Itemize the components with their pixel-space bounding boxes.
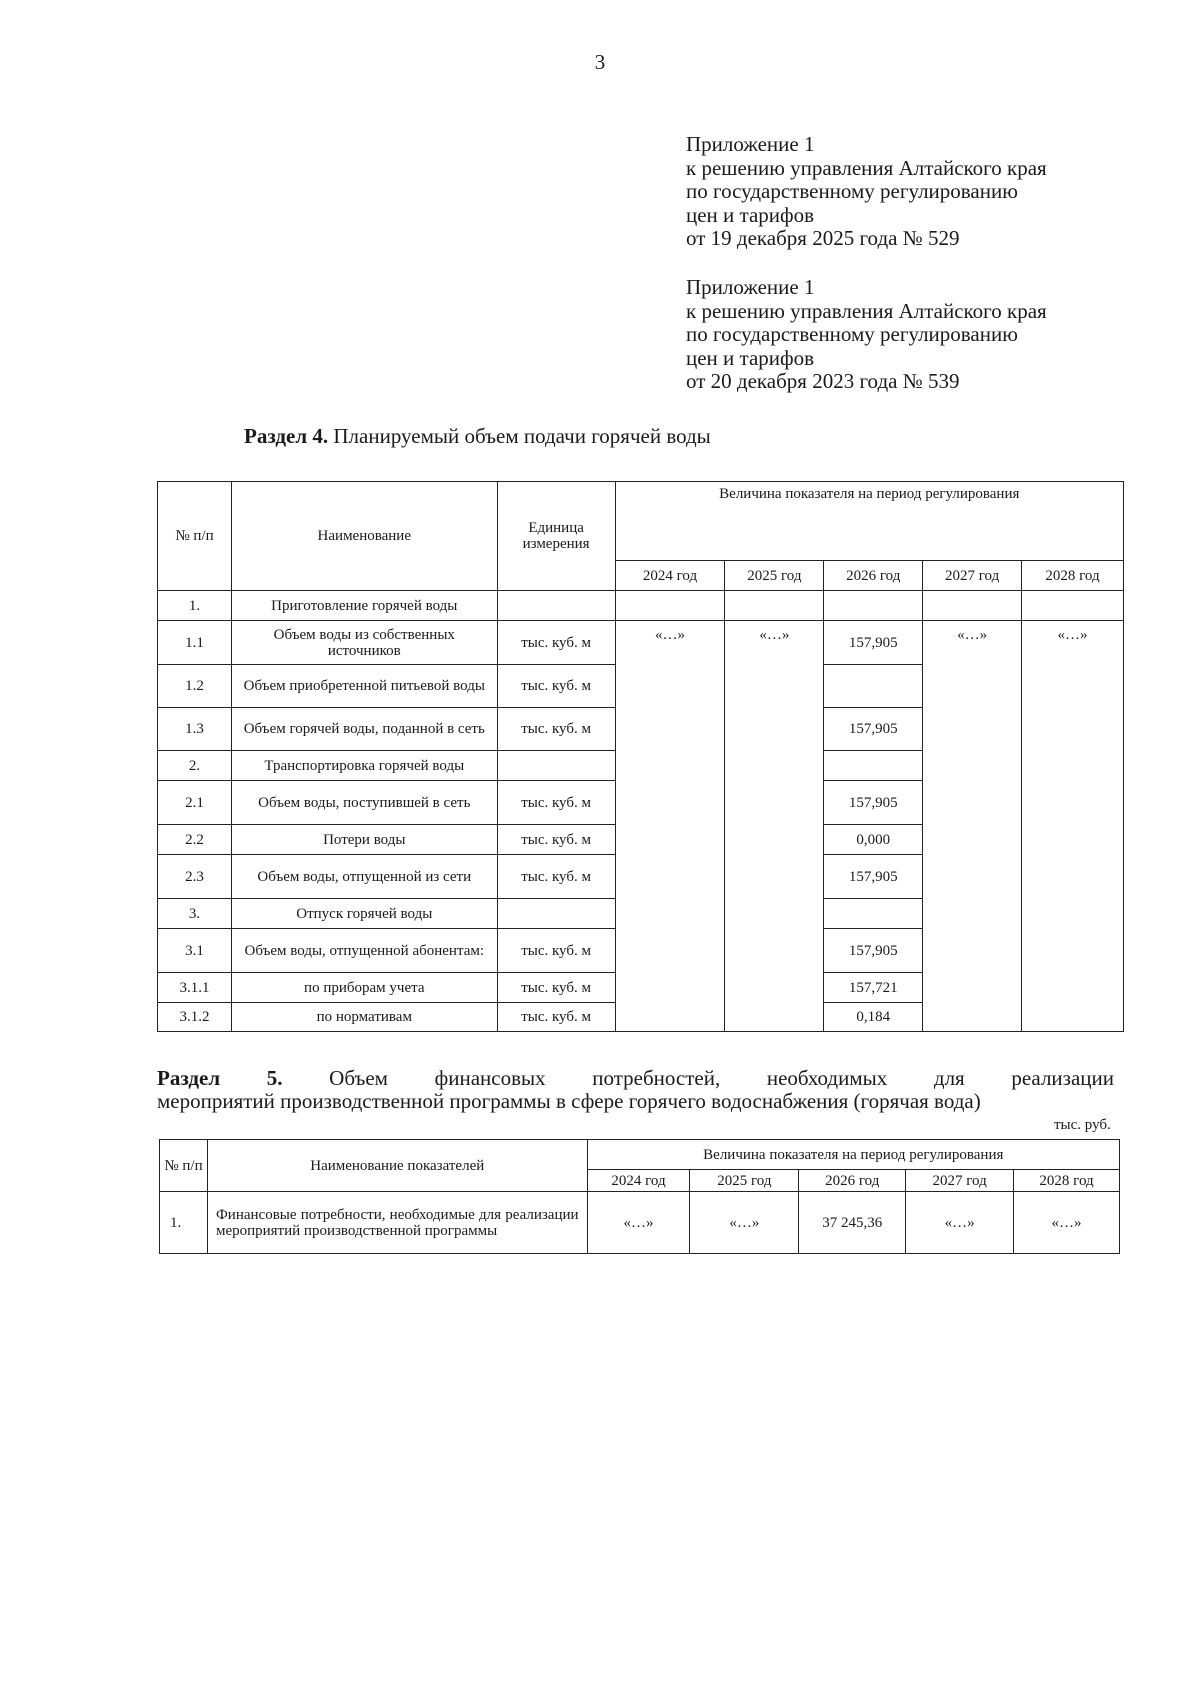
appendix-line: от 19 декабря 2025 года № 529	[686, 226, 960, 250]
page-number: 3	[594, 50, 606, 74]
row-unit	[497, 591, 615, 621]
cell-2028	[1022, 591, 1124, 621]
header-year: 2027 год	[923, 561, 1022, 591]
cell-2028: «…»	[1022, 621, 1124, 1032]
row-name: Объем воды, поступившей в сеть	[231, 781, 497, 825]
row-num: 3.1.2	[158, 1003, 232, 1032]
cell-2026: 157,905	[824, 708, 923, 751]
row-num: 3.	[158, 899, 232, 929]
row-unit	[497, 899, 615, 929]
header-name: Наименование показателей	[207, 1140, 587, 1192]
row-name: Транспортировка горячей воды	[231, 751, 497, 781]
cell-2024: «…»	[615, 621, 725, 1032]
row-name: Приготовление горячей воды	[231, 591, 497, 621]
cell-2024: «…»	[587, 1192, 690, 1254]
row-name: Объем воды, отпущенной абонентам:	[231, 929, 497, 973]
row-name: Объем горячей воды, поданной в сеть	[231, 708, 497, 751]
cell-2028: «…»	[1014, 1192, 1120, 1254]
header-num: № п/п	[160, 1140, 208, 1192]
row-unit: тыс. куб. м	[497, 929, 615, 973]
cell-2026: 157,905	[824, 621, 923, 665]
appendix-line: от 20 декабря 2023 года № 539	[686, 369, 960, 393]
section5-title-line2: мероприятий производственной программы в сфере горячего водоснабжения (горячая вода)	[157, 1089, 981, 1113]
row-num: 1.1	[158, 621, 232, 665]
cell-2026: 0,000	[824, 825, 923, 855]
row-num: 2.1	[158, 781, 232, 825]
row-name: Финансовые потребности, необходимые для реализации мероприятий производственной программы	[207, 1192, 587, 1254]
cell-2026	[824, 899, 923, 929]
row-name: Отпуск горячей воды	[231, 899, 497, 929]
section5-table	[159, 1139, 1120, 1254]
header-year: 2028 год	[1022, 561, 1124, 591]
cell-2027: «…»	[906, 1192, 1014, 1254]
cell-2027	[923, 591, 1022, 621]
header-year: 2024 год	[587, 1170, 690, 1192]
table-row	[158, 591, 1124, 621]
row-unit: тыс. куб. м	[497, 781, 615, 825]
cell-2025: «…»	[690, 1192, 799, 1254]
cell-2024	[615, 591, 725, 621]
row-name: Объем воды, отпущенной из сети	[231, 855, 497, 899]
row-num: 1.	[160, 1192, 208, 1254]
header-year: 2025 год	[725, 561, 824, 591]
cell-2026: 0,184	[824, 1003, 923, 1032]
cell-2026	[824, 751, 923, 781]
section4-title	[244, 424, 711, 449]
row-num: 3.1	[158, 929, 232, 973]
row-num: 3.1.1	[158, 973, 232, 1003]
section5-title-line1: Объем финансовых потребностей, необходимых для реализации	[329, 1066, 1114, 1090]
table-row	[160, 1192, 1120, 1254]
row-unit: тыс. куб. м	[497, 855, 615, 899]
row-name: по приборам учета	[231, 973, 497, 1003]
row-unit	[497, 751, 615, 781]
appendix-line: по государственному регулированию	[686, 322, 1018, 346]
cell-2026: 157,905	[824, 929, 923, 973]
row-num: 1.	[158, 591, 232, 621]
section5-title	[157, 1067, 1114, 1113]
section5-label: Раздел 5.	[157, 1066, 283, 1090]
row-num: 2.3	[158, 855, 232, 899]
unit-note: тыс. руб.	[1054, 1117, 1111, 1133]
section4-title-text: Планируемый объем подачи горячей воды	[333, 424, 711, 448]
row-name: Потери воды	[231, 825, 497, 855]
appendix-line: Приложение 1	[686, 132, 815, 156]
appendix-line: к решению управления Алтайского края	[686, 298, 1047, 323]
row-unit: тыс. куб. м	[497, 825, 615, 855]
cell-2026	[824, 591, 923, 621]
appendix-line: по государственному регулированию	[686, 179, 1018, 203]
appendix-line: цен и тарифов	[686, 345, 815, 370]
row-unit: тыс. куб. м	[497, 708, 615, 751]
row-unit: тыс. куб. м	[497, 621, 615, 665]
appendix-line: к решению управления Алтайского края	[686, 155, 1047, 180]
row-num: 1.3	[158, 708, 232, 751]
row-unit: тыс. куб. м	[497, 973, 615, 1003]
appendix-header-old	[686, 276, 1047, 394]
appendix-line: цен и тарифов	[686, 202, 815, 227]
row-num: 2.2	[158, 825, 232, 855]
cell-2026	[824, 665, 923, 708]
row-name: по нормативам	[231, 1003, 497, 1032]
header-period: Величина показателя на период регулирования	[587, 1140, 1119, 1170]
row-name: Объем приобретенной питьевой воды	[231, 665, 497, 708]
table-row	[158, 621, 1124, 665]
header-year: 2026 год	[799, 1170, 906, 1192]
cell-2026: 157,905	[824, 855, 923, 899]
section4-table	[157, 481, 1124, 1032]
appendix-header-new	[686, 133, 1047, 251]
row-unit: тыс. куб. м	[497, 665, 615, 708]
header-year: 2027 год	[906, 1170, 1014, 1192]
section4-label: Раздел 4.	[244, 424, 329, 448]
cell-2026: 157,721	[824, 973, 923, 1003]
header-year: 2026 год	[824, 561, 923, 591]
row-num: 1.2	[158, 665, 232, 708]
header-unit: Единица измерения	[497, 482, 615, 591]
appendix-line: Приложение 1	[686, 275, 815, 299]
header-year: 2028 год	[1014, 1170, 1120, 1192]
header-year: 2025 год	[690, 1170, 799, 1192]
row-name: Объем воды из собственных источников	[231, 621, 497, 665]
row-unit: тыс. куб. м	[497, 1003, 615, 1032]
header-name: Наименование	[231, 482, 497, 591]
cell-2025	[725, 591, 824, 621]
cell-2027: «…»	[923, 621, 1022, 1032]
header-year: 2024 год	[615, 561, 725, 591]
header-num: № п/п	[158, 482, 232, 591]
cell-2026: 37 245,36	[799, 1192, 906, 1254]
cell-2026: 157,905	[824, 781, 923, 825]
row-num: 2.	[158, 751, 232, 781]
header-period: Величина показателя на период регулирования	[615, 482, 1123, 561]
cell-2025: «…»	[725, 621, 824, 1032]
